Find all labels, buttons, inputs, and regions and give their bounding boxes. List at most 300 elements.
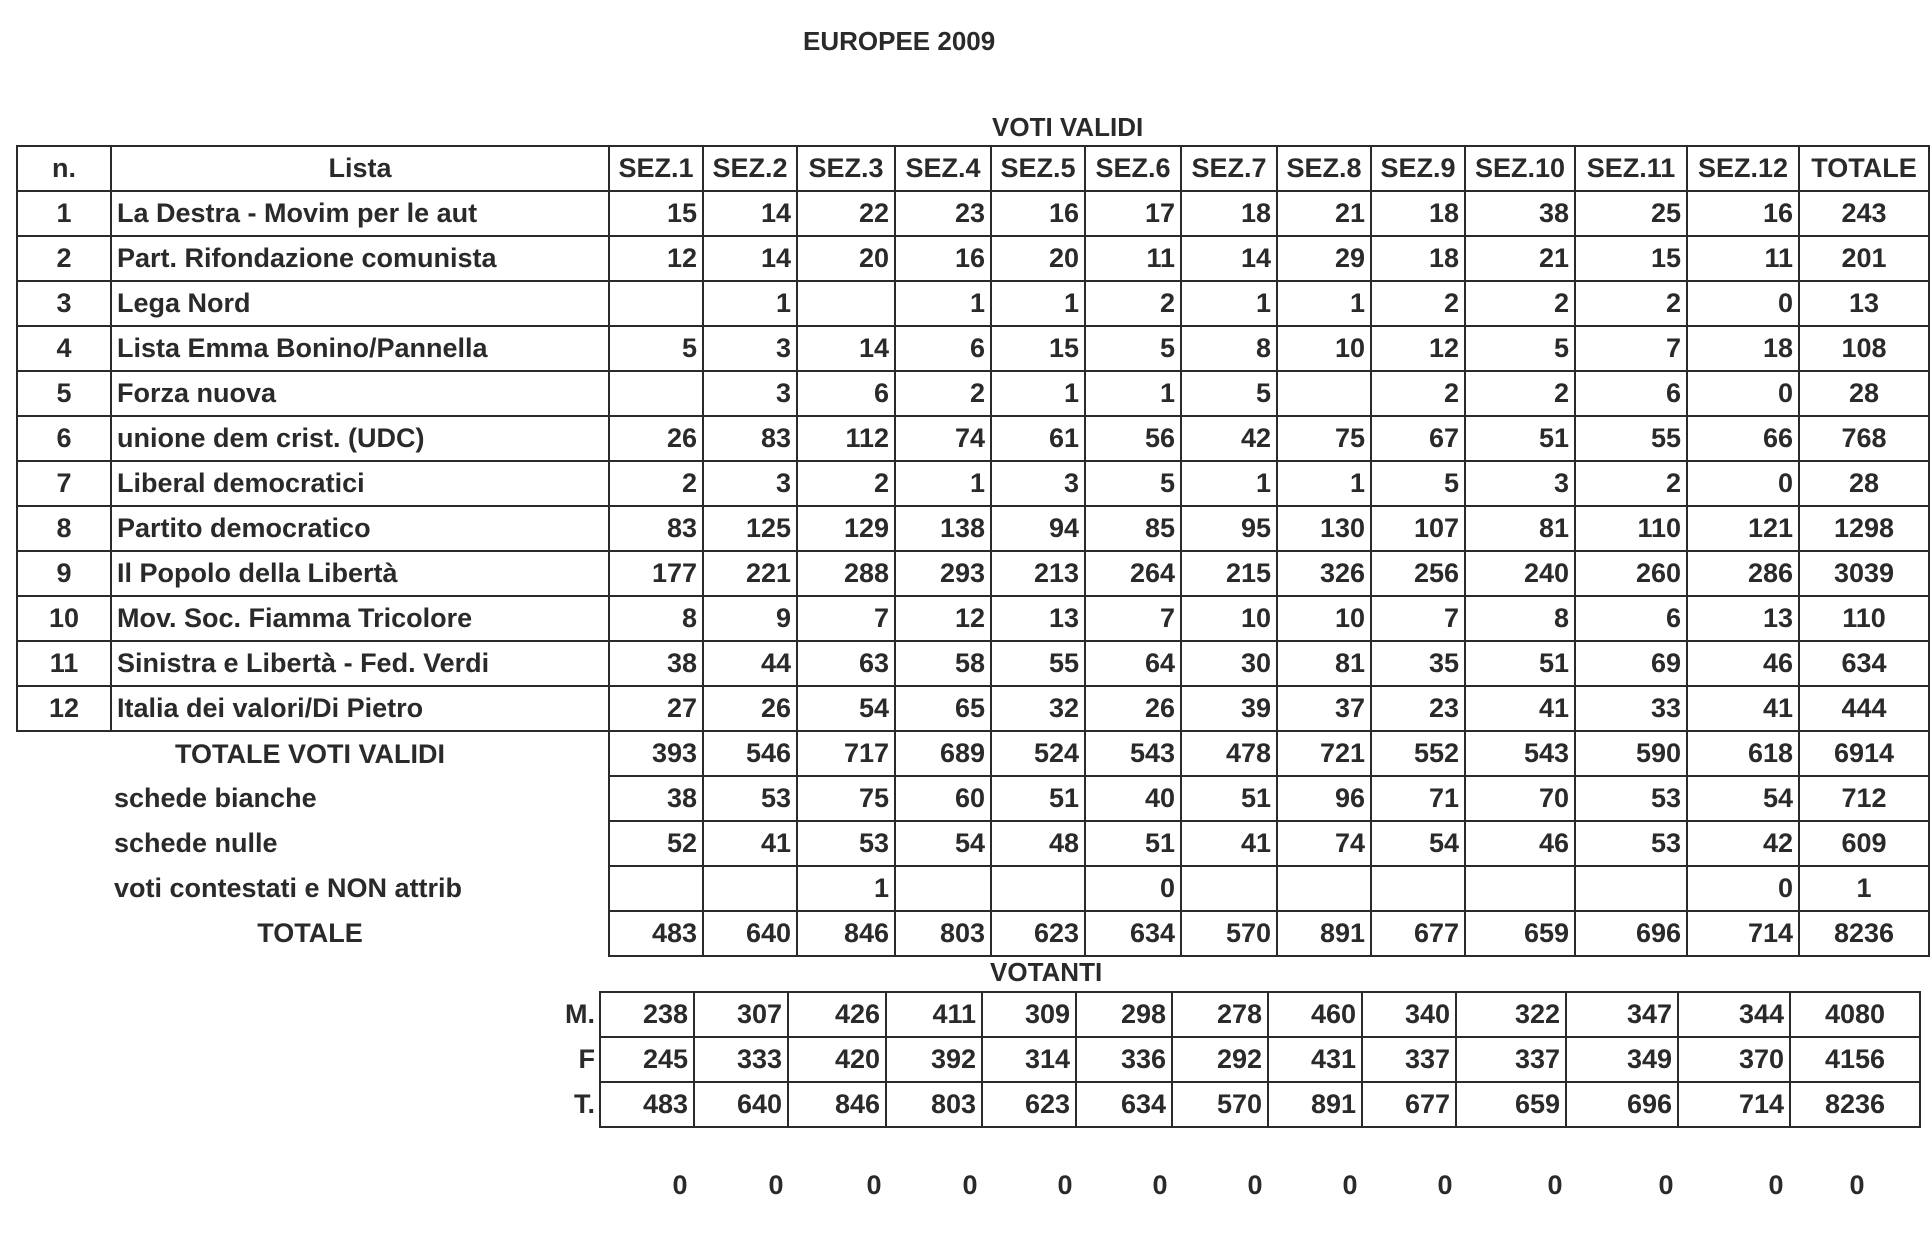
vote-cell: 66 — [1687, 416, 1799, 461]
column-header: TOTALE — [1799, 146, 1929, 191]
column-header: SEZ.8 — [1277, 146, 1371, 191]
party-name: Lista Emma Bonino/Pannella — [111, 326, 609, 371]
vote-cell: 35 — [1371, 641, 1465, 686]
vote-cell: 81 — [1465, 506, 1575, 551]
summary-row — [17, 911, 1929, 956]
summary-cell: 52 — [609, 821, 703, 866]
column-header: SEZ.9 — [1371, 146, 1465, 191]
vote-cell: 0 — [1687, 371, 1799, 416]
votanti-row — [552, 1082, 1920, 1127]
summary-row — [17, 731, 1929, 776]
vote-cell: 30 — [1181, 641, 1277, 686]
vote-cell — [609, 371, 703, 416]
vote-cell: 6 — [797, 371, 895, 416]
votanti-cell: 349 — [1566, 1037, 1678, 1082]
vote-cell: 1 — [1277, 281, 1371, 326]
summary-cell: 41 — [1181, 821, 1277, 866]
summary-cell: 54 — [1371, 821, 1465, 866]
summary-cell: 590 — [1575, 731, 1687, 776]
votanti-cell: 238 — [600, 992, 694, 1037]
summary-cell: 53 — [797, 821, 895, 866]
vote-cell: 51 — [1465, 416, 1575, 461]
vote-cell: 2 — [1575, 461, 1687, 506]
vote-cell: 10 — [1277, 596, 1371, 641]
vote-cell: 107 — [1371, 506, 1465, 551]
vote-cell: 2 — [1371, 371, 1465, 416]
votanti-cell: 411 — [886, 992, 982, 1037]
zero-check-row — [0, 1170, 1932, 1210]
summary-cell: 623 — [991, 911, 1085, 956]
votanti-cell: 803 — [886, 1082, 982, 1127]
vote-cell: 18 — [1687, 326, 1799, 371]
row-number: 8 — [17, 506, 111, 551]
vote-cell — [1277, 371, 1371, 416]
row-total: 108 — [1799, 326, 1929, 371]
zero-value: 0 — [1849, 1170, 1865, 1200]
vote-cell: 7 — [797, 596, 895, 641]
vote-cell: 5 — [609, 326, 703, 371]
zero-value: 0 — [1437, 1170, 1453, 1200]
votanti-cell: 640 — [694, 1082, 788, 1127]
table-row — [17, 461, 1929, 506]
vote-cell: 1 — [703, 281, 797, 326]
vote-cell: 1 — [991, 281, 1085, 326]
vote-cell: 11 — [1085, 236, 1181, 281]
vote-cell: 125 — [703, 506, 797, 551]
votanti-cell: 714 — [1678, 1082, 1790, 1127]
summary-cell: 570 — [1181, 911, 1277, 956]
vote-cell: 23 — [895, 191, 991, 236]
vote-cell: 1 — [1181, 461, 1277, 506]
votanti-total: 4080 — [1790, 992, 1920, 1037]
vote-cell: 29 — [1277, 236, 1371, 281]
summary-cell: 53 — [1575, 821, 1687, 866]
vote-cell: 213 — [991, 551, 1085, 596]
votanti-cell: 245 — [600, 1037, 694, 1082]
row-total: 28 — [1799, 461, 1929, 506]
column-header: n. — [17, 146, 111, 191]
row-total: 243 — [1799, 191, 1929, 236]
vote-cell: 51 — [1465, 641, 1575, 686]
summary-cell — [1181, 866, 1277, 911]
votanti-heading: VOTANTI — [990, 957, 1103, 987]
vote-cell: 1 — [895, 461, 991, 506]
vote-cell: 5 — [1085, 461, 1181, 506]
vote-cell: 58 — [895, 641, 991, 686]
votanti-cell: 309 — [982, 992, 1076, 1037]
row-number: 9 — [17, 551, 111, 596]
summary-cell — [991, 866, 1085, 911]
summary-row — [17, 821, 1929, 866]
column-header: SEZ.6 — [1085, 146, 1181, 191]
summary-cell: 53 — [1575, 776, 1687, 821]
summary-cell: 54 — [895, 821, 991, 866]
summary-cell — [895, 866, 991, 911]
vote-cell: 6 — [1575, 596, 1687, 641]
zero-value: 0 — [1057, 1170, 1073, 1200]
vote-cell: 14 — [1181, 236, 1277, 281]
summary-cell: 51 — [991, 776, 1085, 821]
zero-value: 0 — [1342, 1170, 1358, 1200]
voti-validi-table — [16, 145, 1930, 957]
vote-cell: 16 — [991, 191, 1085, 236]
summary-cell: 74 — [1277, 821, 1371, 866]
votanti-total: 8236 — [1790, 1082, 1920, 1127]
summary-cell: 42 — [1687, 821, 1799, 866]
party-name: Liberal democratici — [111, 461, 609, 506]
party-name: Lega Nord — [111, 281, 609, 326]
summary-cell: 75 — [797, 776, 895, 821]
votanti-label: T. — [573, 1089, 595, 1119]
votanti-cell: 659 — [1456, 1082, 1566, 1127]
votanti-cell: 298 — [1076, 992, 1172, 1037]
vote-cell: 26 — [703, 686, 797, 731]
vote-cell: 64 — [1085, 641, 1181, 686]
vote-cell: 12 — [609, 236, 703, 281]
votanti-cell: 292 — [1172, 1037, 1268, 1082]
vote-cell: 46 — [1687, 641, 1799, 686]
summary-cell: 40 — [1085, 776, 1181, 821]
column-header: SEZ.4 — [895, 146, 991, 191]
vote-cell: 1 — [991, 371, 1085, 416]
vote-cell: 95 — [1181, 506, 1277, 551]
vote-cell: 22 — [797, 191, 895, 236]
row-number: 3 — [17, 281, 111, 326]
vote-cell: 41 — [1465, 686, 1575, 731]
vote-cell: 94 — [991, 506, 1085, 551]
votanti-cell: 333 — [694, 1037, 788, 1082]
vote-cell: 177 — [609, 551, 703, 596]
row-total: 28 — [1799, 371, 1929, 416]
summary-cell: 60 — [895, 776, 991, 821]
voti-validi-heading: VOTI VALIDI — [992, 112, 1144, 142]
vote-cell: 240 — [1465, 551, 1575, 596]
vote-cell: 3 — [1465, 461, 1575, 506]
vote-cell: 3 — [703, 461, 797, 506]
vote-cell: 81 — [1277, 641, 1371, 686]
vote-cell: 2 — [1575, 281, 1687, 326]
vote-cell: 0 — [1687, 281, 1799, 326]
vote-cell: 14 — [797, 326, 895, 371]
vote-cell: 110 — [1575, 506, 1687, 551]
summary-cell: 46 — [1465, 821, 1575, 866]
vote-cell: 20 — [991, 236, 1085, 281]
summary-cell: 70 — [1465, 776, 1575, 821]
row-total: 444 — [1799, 686, 1929, 731]
column-header: SEZ.7 — [1181, 146, 1277, 191]
column-header: SEZ.11 — [1575, 146, 1687, 191]
summary-cell: 1 — [797, 866, 895, 911]
votanti-cell: 337 — [1456, 1037, 1566, 1082]
votanti-cell: 370 — [1678, 1037, 1790, 1082]
summary-cell — [1575, 866, 1687, 911]
vote-cell: 39 — [1181, 686, 1277, 731]
table-row — [17, 416, 1929, 461]
row-total: 110 — [1799, 596, 1929, 641]
summary-cell: 0 — [1687, 866, 1799, 911]
vote-cell: 85 — [1085, 506, 1181, 551]
summary-label: TOTALE VOTI VALIDI — [175, 738, 445, 769]
column-header: SEZ.1 — [609, 146, 703, 191]
party-name: Part. Rifondazione comunista — [111, 236, 609, 281]
votanti-row — [552, 992, 1920, 1037]
vote-cell: 18 — [1181, 191, 1277, 236]
vote-cell: 10 — [1181, 596, 1277, 641]
vote-cell: 32 — [991, 686, 1085, 731]
vote-cell: 6 — [1575, 371, 1687, 416]
row-total: 201 — [1799, 236, 1929, 281]
vote-cell: 54 — [797, 686, 895, 731]
summary-label: schede bianche — [114, 783, 317, 813]
zero-value: 0 — [1658, 1170, 1674, 1200]
vote-cell: 83 — [703, 416, 797, 461]
summary-total: 8236 — [1799, 911, 1929, 956]
party-name: Il Popolo della Libertà — [111, 551, 609, 596]
summary-cell: 659 — [1465, 911, 1575, 956]
summary-cell — [1277, 866, 1371, 911]
summary-cell: 543 — [1465, 731, 1575, 776]
vote-cell: 75 — [1277, 416, 1371, 461]
vote-cell: 8 — [1181, 326, 1277, 371]
summary-cell: 552 — [1371, 731, 1465, 776]
summary-cell: 891 — [1277, 911, 1371, 956]
summary-total: 609 — [1799, 821, 1929, 866]
vote-cell: 2 — [895, 371, 991, 416]
table-row — [17, 551, 1929, 596]
vote-cell: 256 — [1371, 551, 1465, 596]
vote-cell: 38 — [609, 641, 703, 686]
vote-cell: 9 — [703, 596, 797, 641]
summary-cell: 634 — [1085, 911, 1181, 956]
table-row — [17, 596, 1929, 641]
row-total: 634 — [1799, 641, 1929, 686]
summary-cell: 524 — [991, 731, 1085, 776]
zero-value: 0 — [962, 1170, 978, 1200]
row-number: 4 — [17, 326, 111, 371]
summary-row — [17, 866, 1929, 911]
table-row — [17, 686, 1929, 731]
vote-cell — [609, 281, 703, 326]
vote-cell: 7 — [1085, 596, 1181, 641]
summary-cell: 696 — [1575, 911, 1687, 956]
votanti-cell: 337 — [1362, 1037, 1456, 1082]
row-number: 5 — [17, 371, 111, 416]
vote-cell: 129 — [797, 506, 895, 551]
table-header-row — [17, 146, 1929, 191]
vote-cell: 15 — [1575, 236, 1687, 281]
zero-value: 0 — [1768, 1170, 1784, 1200]
votanti-cell: 278 — [1172, 992, 1268, 1037]
vote-cell: 61 — [991, 416, 1085, 461]
votanti-cell: 623 — [982, 1082, 1076, 1127]
vote-cell: 2 — [1465, 281, 1575, 326]
vote-cell: 42 — [1181, 416, 1277, 461]
table-row — [17, 641, 1929, 686]
vote-cell: 41 — [1687, 686, 1799, 731]
summary-cell: 54 — [1687, 776, 1799, 821]
votanti-cell: 307 — [694, 992, 788, 1037]
summary-total: 1 — [1799, 866, 1929, 911]
vote-cell: 2 — [1371, 281, 1465, 326]
vote-cell: 14 — [703, 236, 797, 281]
row-number: 11 — [17, 641, 111, 686]
summary-cell: 483 — [609, 911, 703, 956]
vote-cell: 288 — [797, 551, 895, 596]
votanti-cell: 677 — [1362, 1082, 1456, 1127]
row-number: 2 — [17, 236, 111, 281]
table-row — [17, 281, 1929, 326]
vote-cell: 264 — [1085, 551, 1181, 596]
votanti-cell: 431 — [1268, 1037, 1362, 1082]
summary-label: schede nulle — [114, 828, 278, 858]
summary-cell: 846 — [797, 911, 895, 956]
party-name: Mov. Soc. Fiamma Tricolore — [111, 596, 609, 641]
summary-cell: 53 — [703, 776, 797, 821]
votanti-cell: 634 — [1076, 1082, 1172, 1127]
summary-cell: 546 — [703, 731, 797, 776]
table-row — [17, 326, 1929, 371]
vote-cell: 21 — [1465, 236, 1575, 281]
summary-cell: 51 — [1085, 821, 1181, 866]
column-header: SEZ.10 — [1465, 146, 1575, 191]
votanti-table — [552, 991, 1921, 1128]
column-header: SEZ.3 — [797, 146, 895, 191]
row-number: 10 — [17, 596, 111, 641]
vote-cell: 16 — [895, 236, 991, 281]
document-title: EUROPEE 2009 — [803, 26, 996, 56]
party-name: Forza nuova — [111, 371, 609, 416]
votanti-cell: 336 — [1076, 1037, 1172, 1082]
votanti-label: F — [578, 1044, 595, 1074]
vote-cell: 18 — [1371, 191, 1465, 236]
votanti-total: 4156 — [1790, 1037, 1920, 1082]
vote-cell: 5 — [1371, 461, 1465, 506]
row-number: 12 — [17, 686, 111, 731]
party-name: Partito democratico — [111, 506, 609, 551]
vote-cell: 112 — [797, 416, 895, 461]
votanti-cell: 314 — [982, 1037, 1076, 1082]
vote-cell: 38 — [1465, 191, 1575, 236]
row-number: 6 — [17, 416, 111, 461]
summary-cell — [1371, 866, 1465, 911]
vote-cell: 326 — [1277, 551, 1371, 596]
table-row — [17, 191, 1929, 236]
column-header: SEZ.2 — [703, 146, 797, 191]
table-row — [17, 371, 1929, 416]
zero-value: 0 — [768, 1170, 784, 1200]
vote-cell: 25 — [1575, 191, 1687, 236]
votanti-cell: 392 — [886, 1037, 982, 1082]
vote-cell: 2 — [797, 461, 895, 506]
summary-cell: 618 — [1687, 731, 1799, 776]
vote-cell: 15 — [609, 191, 703, 236]
summary-cell — [609, 866, 703, 911]
vote-cell: 69 — [1575, 641, 1687, 686]
summary-cell: 71 — [1371, 776, 1465, 821]
summary-cell: 51 — [1181, 776, 1277, 821]
vote-cell: 221 — [703, 551, 797, 596]
votanti-label: M. — [565, 999, 595, 1029]
summary-cell: 0 — [1085, 866, 1181, 911]
summary-cell: 717 — [797, 731, 895, 776]
vote-cell: 13 — [991, 596, 1085, 641]
summary-label: voti contestati e NON attrib — [114, 873, 463, 903]
summary-cell: 543 — [1085, 731, 1181, 776]
vote-cell: 5 — [1465, 326, 1575, 371]
zero-value: 0 — [672, 1170, 688, 1200]
vote-cell: 56 — [1085, 416, 1181, 461]
vote-cell: 16 — [1687, 191, 1799, 236]
zero-value: 0 — [1247, 1170, 1263, 1200]
summary-cell: 96 — [1277, 776, 1371, 821]
vote-cell: 138 — [895, 506, 991, 551]
summary-cell — [703, 866, 797, 911]
votanti-cell: 460 — [1268, 992, 1362, 1037]
vote-cell: 20 — [797, 236, 895, 281]
vote-cell: 286 — [1687, 551, 1799, 596]
vote-cell: 21 — [1277, 191, 1371, 236]
row-number: 7 — [17, 461, 111, 506]
vote-cell: 260 — [1575, 551, 1687, 596]
summary-cell: 41 — [703, 821, 797, 866]
vote-cell: 17 — [1085, 191, 1181, 236]
votanti-cell: 322 — [1456, 992, 1566, 1037]
votanti-cell: 483 — [600, 1082, 694, 1127]
party-name: Italia dei valori/Di Pietro — [111, 686, 609, 731]
vote-cell: 8 — [609, 596, 703, 641]
vote-cell: 15 — [991, 326, 1085, 371]
vote-cell: 44 — [703, 641, 797, 686]
votanti-cell: 426 — [788, 992, 886, 1037]
vote-cell: 5 — [1085, 326, 1181, 371]
vote-cell: 55 — [1575, 416, 1687, 461]
vote-cell: 7 — [1371, 596, 1465, 641]
vote-cell: 5 — [1181, 371, 1277, 416]
vote-cell: 18 — [1371, 236, 1465, 281]
vote-cell: 26 — [1085, 686, 1181, 731]
summary-cell: 677 — [1371, 911, 1465, 956]
summary-total: 6914 — [1799, 731, 1929, 776]
vote-cell: 2 — [609, 461, 703, 506]
vote-cell: 2 — [1465, 371, 1575, 416]
vote-cell: 3 — [703, 371, 797, 416]
summary-cell: 714 — [1687, 911, 1799, 956]
vote-cell: 130 — [1277, 506, 1371, 551]
vote-cell: 6 — [895, 326, 991, 371]
vote-cell: 67 — [1371, 416, 1465, 461]
row-total: 1298 — [1799, 506, 1929, 551]
votanti-cell: 340 — [1362, 992, 1456, 1037]
vote-cell: 37 — [1277, 686, 1371, 731]
vote-cell: 12 — [1371, 326, 1465, 371]
vote-cell: 13 — [1687, 596, 1799, 641]
vote-cell: 3 — [991, 461, 1085, 506]
row-total: 3039 — [1799, 551, 1929, 596]
vote-cell: 215 — [1181, 551, 1277, 596]
vote-cell: 11 — [1687, 236, 1799, 281]
column-header: Lista — [111, 146, 609, 191]
vote-cell: 14 — [703, 191, 797, 236]
party-name: unione dem crist. (UDC) — [111, 416, 609, 461]
summary-cell: 721 — [1277, 731, 1371, 776]
votanti-cell: 846 — [788, 1082, 886, 1127]
vote-cell: 1 — [1181, 281, 1277, 326]
vote-cell: 293 — [895, 551, 991, 596]
votanti-cell: 347 — [1566, 992, 1678, 1037]
party-name: Sinistra e Libertà - Fed. Verdi — [111, 641, 609, 686]
vote-cell: 7 — [1575, 326, 1687, 371]
vote-cell — [797, 281, 895, 326]
